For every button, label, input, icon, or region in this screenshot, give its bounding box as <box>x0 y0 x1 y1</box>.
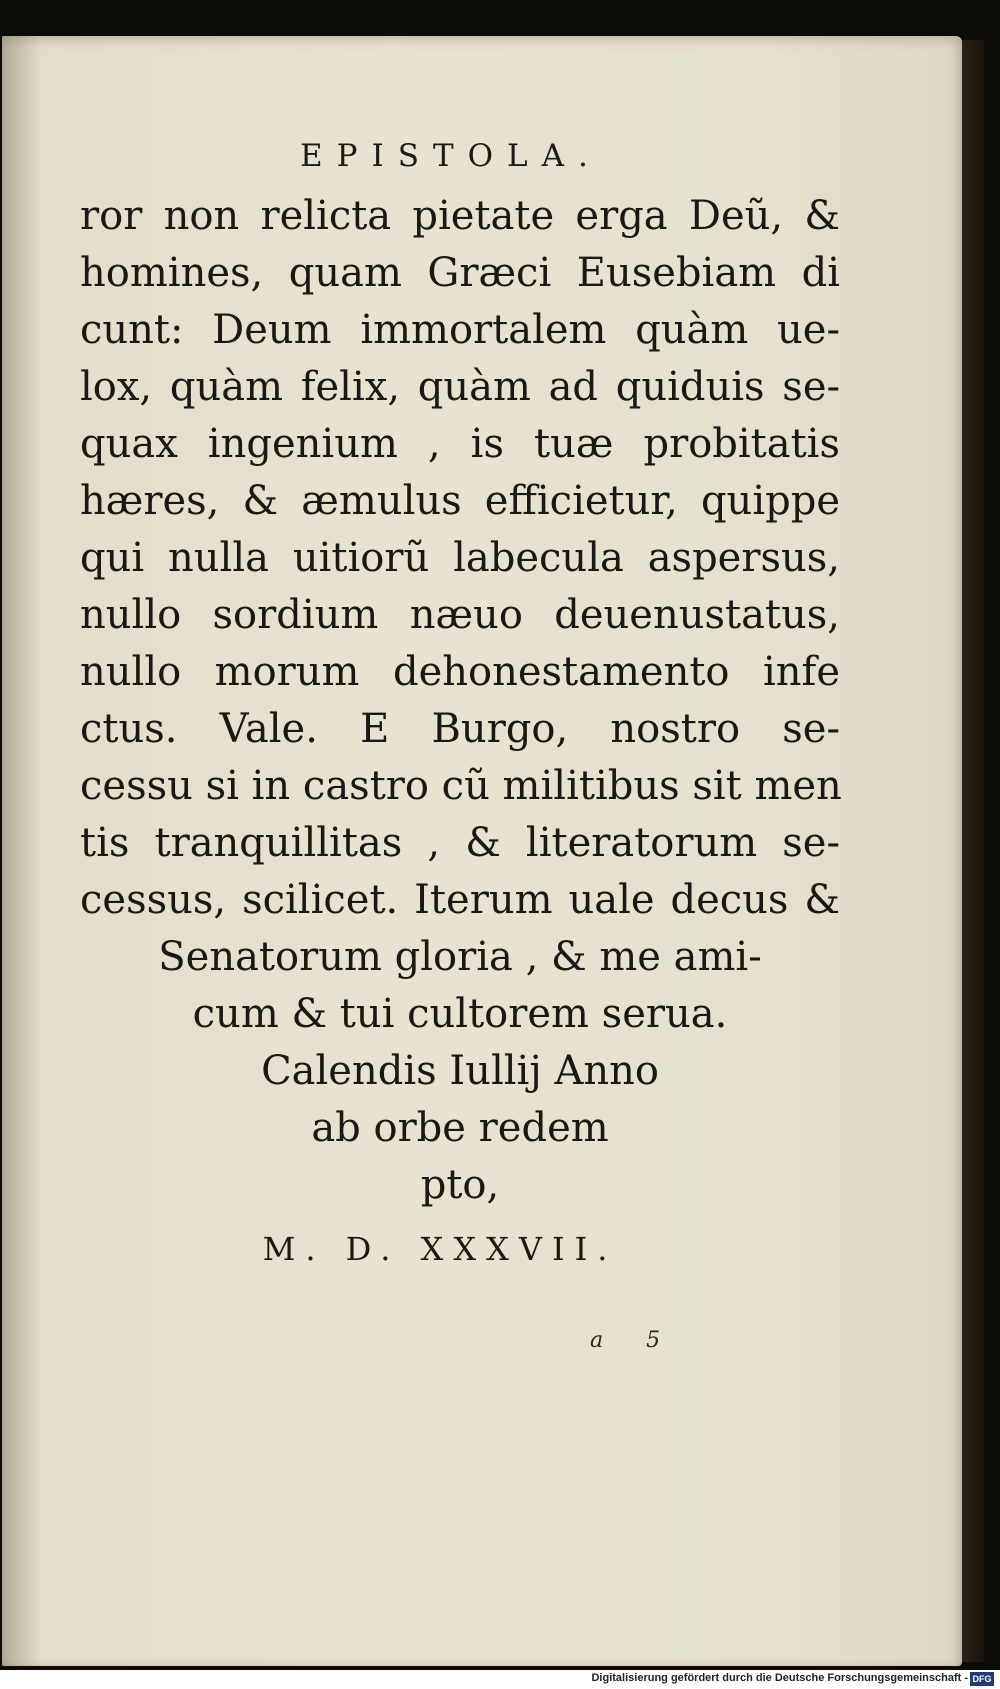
body-line: quax ingenium , is tuæ probitatis <box>80 421 840 467</box>
running-head: EPISTOLA. <box>300 138 602 174</box>
page-edge <box>962 40 984 1662</box>
closing-line: pto, <box>420 1162 500 1208</box>
closing-block <box>80 929 840 1214</box>
closing-line: ab orbe redem <box>311 1105 609 1151</box>
body-line: nullo sordium næuo deuenustatus, <box>80 592 840 638</box>
body-line: qui nulla uitiorũ labecula aspersus, <box>80 535 840 581</box>
body-line: cessus, scilicet. Iterum uale decus & <box>80 877 840 923</box>
date-line: M. D. XXXVII. <box>262 1230 618 1268</box>
body-line: nullo morum dehonestamento infe <box>80 649 840 695</box>
closing-line: cum & tui cultorem serua. <box>192 991 728 1037</box>
body-line: hæres, & æmulus efficietur, quippe <box>80 478 840 524</box>
body-line: cunt: Deum immortalem quàm ue- <box>80 307 840 353</box>
body-line: tis tranquillitas , & literatorum se- <box>80 820 840 866</box>
signature-mark: a 5 <box>590 1328 679 1353</box>
body-line: homines, quam Græci Eusebiam di <box>80 250 840 296</box>
body-line: ctus. Vale. E Burgo, nostro se- <box>80 706 840 752</box>
body-line: ror non relicta pietate erga Deũ, & <box>80 193 840 239</box>
closing-line: Calendis Iullij Anno <box>261 1048 659 1094</box>
closing-line: Senatorum gloria , & me ami- <box>158 934 762 980</box>
spine-shadow <box>2 36 42 1666</box>
body-line: lox, quàm felix, quàm ad quiduis se- <box>80 364 840 410</box>
footer-credit: Digitalisierung gefördert durch die Deutsche Forschungsgemeinschaft - <box>591 1672 968 1684</box>
dfg-logo-icon: DFG <box>970 1672 994 1686</box>
body-text <box>80 188 840 929</box>
body-line: cessu si in castro cũ militibus sit men <box>80 763 842 809</box>
